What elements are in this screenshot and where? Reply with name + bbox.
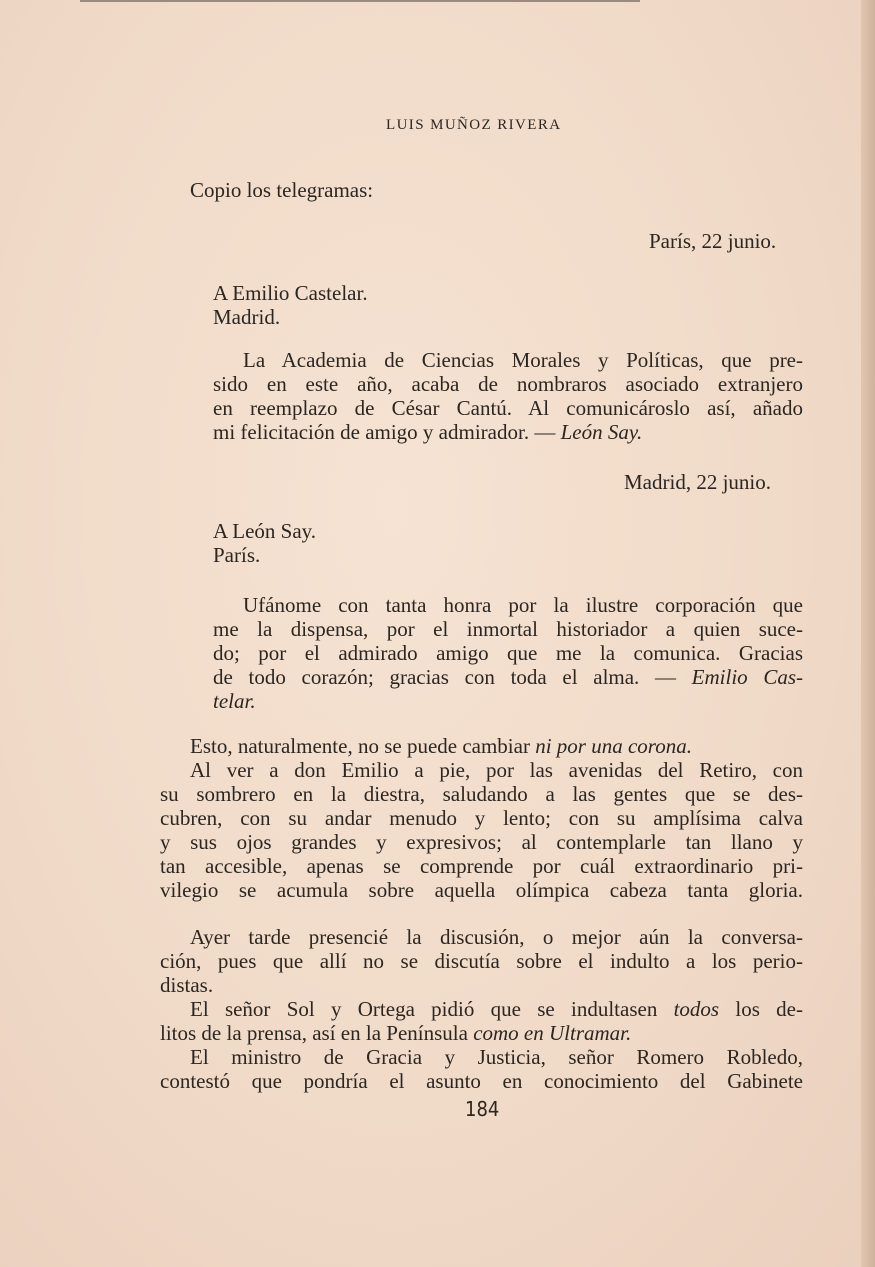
para2-l4-b: los de- [719, 997, 803, 1021]
para1-first-italic: ni por una corona. [535, 734, 692, 758]
telegram2-line4-text: de todo corazón; gracias con toda el alma. — [213, 665, 692, 689]
para2-line: distas. [160, 973, 214, 997]
page-edge-shadow [861, 0, 875, 1267]
telegram1-addressee: A Emilio Castelar. [213, 281, 368, 305]
telegram1-place-date: París, 22 junio. [649, 229, 777, 253]
para1-line: Al ver a don Emilio a pie, por las avenidas del Retiro, con [190, 758, 803, 782]
para2-line4 [190, 997, 803, 1021]
intro-line: Copio los telegramas: [190, 178, 374, 202]
para2-line5 [160, 1021, 631, 1045]
telegram1-signature: León Say. [560, 420, 643, 444]
top-edge-line [80, 0, 640, 2]
telegram1-line: sido en este año, acaba de nombraros asociado extranjero [213, 372, 803, 396]
telegram2-addressee: A León Say. [213, 519, 317, 543]
telegram2-line5 [213, 689, 256, 713]
telegram2-line: Ufánome con tanta honra por la ilustre corporación que [243, 593, 803, 617]
para2-line: ción, pues que allí no se discutía sobre el indulto a los perio- [160, 949, 803, 973]
para1-line: cubren, con su andar menudo y lento; con su amplísima calva [160, 806, 803, 830]
page-number: 184 [465, 1097, 500, 1121]
para1-first-text: Esto, naturalmente, no se puede cambiar [190, 734, 536, 758]
telegram2-line4 [213, 665, 803, 689]
telegram1-line: La Academia de Ciencias Morales y Políticas, que pre- [243, 348, 803, 372]
para2-line6: El ministro de Gracia y Justicia, señor Romero Robledo, [190, 1045, 803, 1069]
telegram2-signature-part1: Emilio Cas- [691, 665, 803, 689]
para2-line7: contestó que pondría el asunto en conocimiento del Gabinete [160, 1069, 803, 1093]
telegram1-line: en reemplazo de César Cantú. Al comunicároslo así, añado [213, 396, 803, 420]
telegram2-place-date: Madrid, 22 junio. [624, 470, 771, 494]
para1-line: y sus ojos grandes y expresivos; al contemplarle tan llano y [160, 830, 803, 854]
para2-line: Ayer tarde presencié la discusión, o mejor aún la conversa- [190, 925, 803, 949]
telegram2-line: do; por el admirado amigo que me la comunica. Gracias [213, 641, 803, 665]
telegram2-line: me la dispensa, por el inmortal historiador a quien suce- [213, 617, 803, 641]
para1-first-line [190, 734, 692, 758]
para2-l5-italic: como en Ultramar. [473, 1021, 632, 1045]
para2-l5-a: litos de la prensa, así en la Península [160, 1021, 474, 1045]
telegram2-city: París. [213, 543, 261, 567]
para1-line: su sombrero en la diestra, saludando a las gentes que se des- [160, 782, 803, 806]
telegram1-last-text: mi felicitación de amigo y admirador. — [213, 420, 561, 444]
para1-line: vilegio se acumula sobre aquella olímpica cabeza tanta gloria. [160, 878, 803, 902]
telegram1-city: Madrid. [213, 305, 281, 329]
running-header: LUIS MUÑOZ RIVERA [386, 117, 562, 133]
para2-l4-a: El señor Sol y Ortega pidió que se indultasen [190, 997, 674, 1021]
para1-line: tan accesible, apenas se comprende por cuál extraordinario pri- [160, 854, 803, 878]
telegram2-signature-part2: telar. [213, 689, 256, 713]
telegram1-last-line [213, 420, 642, 444]
para2-l4-italic: todos [673, 997, 720, 1021]
